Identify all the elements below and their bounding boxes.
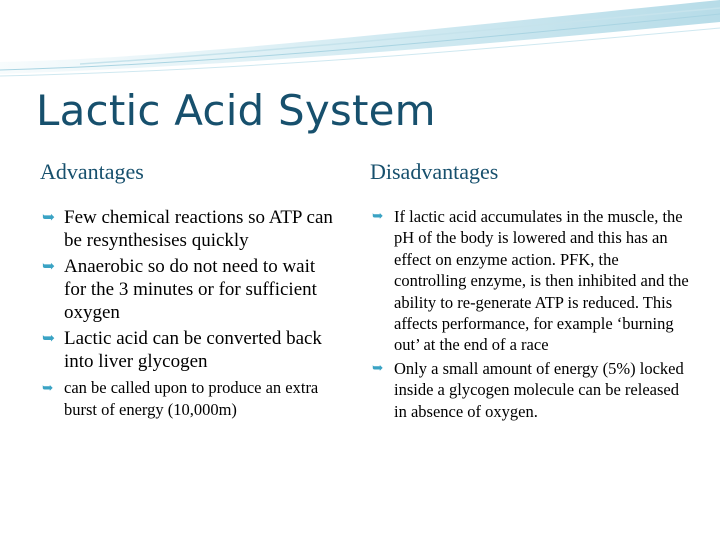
arrow-bullet-icon: ➥	[372, 208, 384, 224]
arrow-bullet-icon: ➥	[372, 359, 384, 376]
arrow-bullet-icon: ➥	[42, 257, 56, 275]
disadvantages-column	[370, 158, 690, 424]
header-swoosh-decoration	[0, 0, 720, 90]
slide-title: Lactic Acid System	[36, 86, 436, 135]
list-item: ➥ Only a small amount of energy (5%) locked inside a glycogen molecule can be released in absence of oxygen.	[372, 358, 684, 421]
list-item: ➥ can be called upon to produce an extra burst of energy (10,000m)	[42, 378, 319, 419]
disadvantages-heading: Disadvantages	[370, 159, 499, 184]
advantages-heading: Advantages	[40, 159, 144, 184]
list-item: ➥ Anaerobic so do not need to wait for the 3 minutes or for sufficient oxygen	[42, 256, 317, 323]
disadvantages-list	[370, 206, 690, 422]
list-item: ➥ Lactic acid can be converted back into liver glycogen	[42, 328, 322, 372]
arrow-bullet-icon: ➥	[42, 329, 56, 347]
arrow-bullet-icon: ➥	[42, 208, 56, 226]
list-item: ➥ Few chemical reactions so ATP can be resynthesises quickly	[42, 207, 333, 251]
arrow-bullet-icon: ➥	[42, 380, 54, 396]
advantages-list	[40, 206, 340, 421]
list-item: ➥ If lactic acid accumulates in the muscle, the pH of the body is lowered and this has an effect on enzyme action. PFK, the controlling enzyme, is then inhibited and the ability to re-generate ATP is reduced. This affects performance, for example ‘burning out’ at the end of a race	[372, 207, 689, 355]
advantages-column	[40, 158, 340, 424]
